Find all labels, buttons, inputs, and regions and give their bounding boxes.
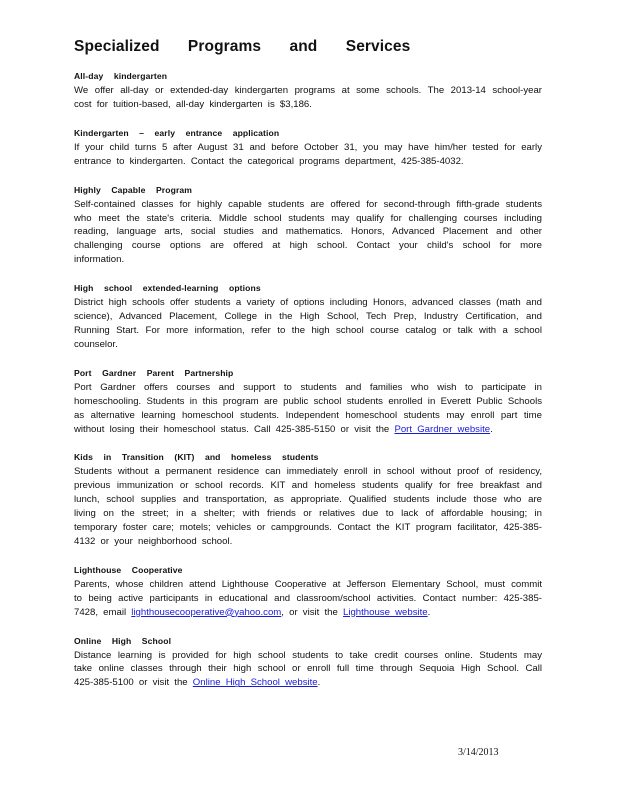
section-body: We offer all-day or extended-day kindergarten programs at some schools. The 2013-14 school-year cost for tuition-based, all-day kindergarten is $3,186. [74, 85, 542, 110]
lighthouse-website-link[interactable]: Lighthouse website [343, 606, 428, 618]
section-kids-in-transition [74, 452, 542, 548]
section-heading: High school extended-learning options [74, 283, 261, 294]
section-heading: Kids in Transition (KIT) and homeless students [74, 452, 319, 463]
section-online-high-school [74, 636, 542, 691]
section-body: District high schools offer students a variety of options including Honors, advanced classes (math and science), Advanced Placement, College in the High School, Tech Prep, Industry Certification, and Running Start. For more information, refer to the high school course catalog or talk with a school counselor. [74, 297, 542, 350]
section-high-school-extended-learning [74, 283, 542, 352]
section-heading: All-day kindergarten [74, 71, 168, 81]
section-port-gardner [74, 368, 542, 437]
lighthouse-email-link[interactable]: lighthousecooperative@yahoo.com [131, 606, 282, 618]
section-heading: Port Gardner Parent Partnership [74, 367, 234, 378]
section-body: If your child turns 5 after August 31 and before October 31, you may have him/her tested for early entrance to kindergarten. Contact the categorical programs department, 425-385-4032. [74, 141, 542, 167]
section-lighthouse-cooperative [74, 565, 542, 620]
document-page [74, 38, 542, 706]
section-heading: Highly Capable Program [74, 184, 193, 195]
section-body: Distance learning is provided for high school students to take credit courses online. Students may take online classes through their high school or enroll full time through Sequoia High School. Call 425-385-5100 or visit the Online High School website. [74, 649, 542, 689]
section-body: Self-contained classes for highly capable students are offered for second-through fifth-grade students who meet the state's criteria. Middle school students may qualify for challenging courses including reading, language arts, social studies and mathematics. Honors, Advanced Placement and other challenging course options are offered at high school. Contact your child's school for more information. [74, 198, 542, 266]
document-date: 3/14/2013 [458, 747, 499, 758]
section-body: Port Gardner offers courses and support to students and families who wish to participate in homeschooling. Students in this program are public school students enrolled in Everett Public Schools as alternative learning homeschool students. Independent homeschool students may enroll part time without losing their homeschool status. Call 425-385-5150 or visit the Port Gardner website. [74, 381, 542, 435]
section-heading: Kindergarten – early entrance application [74, 127, 280, 138]
section-all-day-kindergarten [74, 71, 542, 112]
section-body: Parents, whose children attend Lighthouse Cooperative at Jefferson Elementary School, must commit to being active participants in educational and classroom/school activities. Contact number: 425-385-7428, email lighthousecooperative@yahoo.com, or visit the Lighthouse website. [74, 578, 542, 618]
section-body: Students without a permanent residence can immediately enroll in school without proof of residency, previous immunization or school records. KIT and homeless students qualify for free breakfast and lunch, school supplies and transportation, as appropriate. Qualified students include those who are living on the street; in a shelter; with friends or relatives due to lack of affordable housing; in temporary foster care; motels; vehicles or campgrounds. Contact the KIT program facilitator, 425-385-4132 or your neighborhood school. [74, 466, 542, 547]
section-heading: Online High School [74, 635, 172, 646]
port-gardner-website-link[interactable]: Port Gardner website [394, 423, 491, 435]
document-title: Specialized Programs and Services [74, 38, 411, 55]
online-high-school-website-link[interactable]: Online High School website [192, 677, 318, 689]
section-kindergarten-early-entrance [74, 128, 542, 169]
section-highly-capable-program [74, 185, 542, 268]
section-heading: Lighthouse Cooperative [74, 564, 183, 575]
